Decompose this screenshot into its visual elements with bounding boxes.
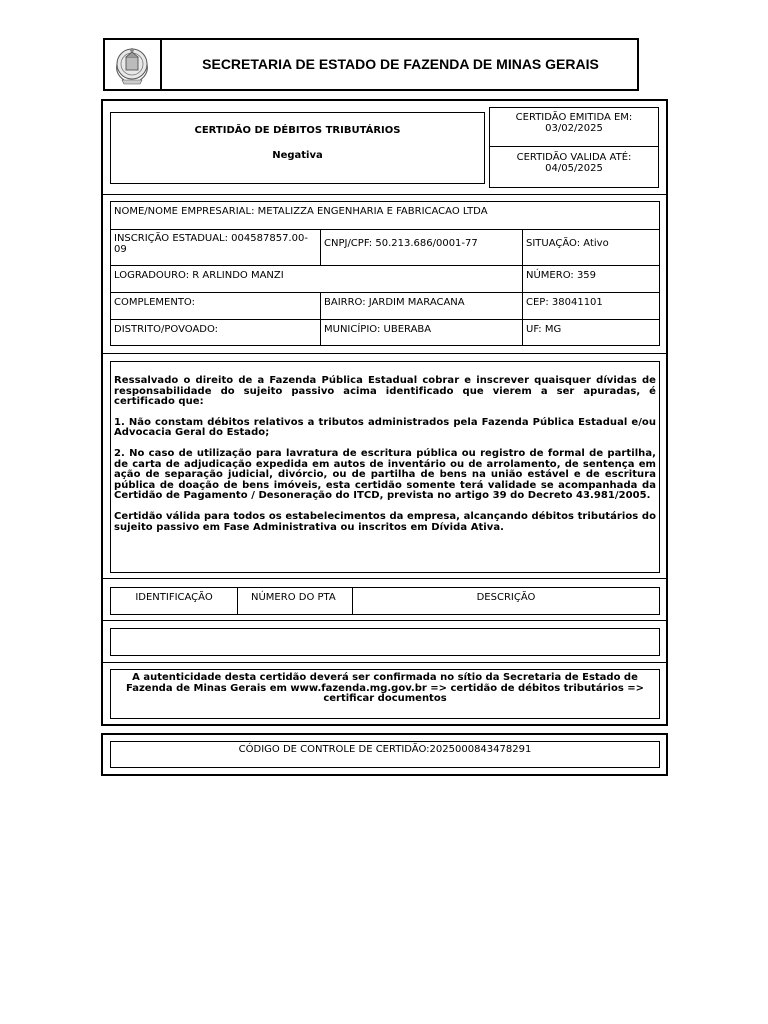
logo [112, 44, 152, 86]
authenticity-note: A autenticidade desta certidão deverá ser confirmada no sítio da Secretaria de Estado de Fazenda de Minas Gerais em www.fazenda.mg.gov.br => certidão de débitos tributários => certificar documentos [125, 672, 645, 705]
coat-of-arms-icon [112, 44, 152, 86]
control-code: CÓDIGO DE CONTROLE DE CERTIDÃO:2025000843478291 [238, 744, 532, 755]
situacao: SITUAÇÃO: Ativo [522, 229, 660, 266]
complemento: COMPLEMENTO: [110, 292, 321, 320]
pta-rows-box [110, 628, 660, 656]
cep: CEP: 38041101 [522, 292, 660, 320]
distrito: DISTRITO/POVOADO: [110, 319, 321, 346]
certificate-status: Negativa [272, 150, 323, 161]
municipio: MUNICÍPIO: UBERABA [320, 319, 523, 346]
numero: NÚMERO: 359 [522, 265, 660, 293]
certificate-title-box [110, 112, 485, 184]
pta-header-descricao: DESCRIÇÃO [352, 587, 660, 615]
certification-text-box [110, 361, 660, 573]
paragraph-validity: Certidão válida para todos os estabelecimentos da empresa, alcançando débitos tributários do sujeito passivo em Fase Administrativa ou inscritos em Dívida Ativa. [114, 510, 656, 533]
valid-label: CERTIDÃO VALIDA ATÉ: [516, 152, 632, 163]
pta-header-identificacao: IDENTIFICAÇÃO [110, 587, 238, 615]
section-separator [101, 662, 668, 663]
inscricao-estadual: INSCRIÇÃO ESTADUAL: 004587857.00- 09 [110, 229, 321, 266]
taxpayer-name: NOME/NOME EMPRESARIAL: METALIZZA ENGENHARIA E FABRICACAO LTDA [110, 201, 660, 230]
dates-divider [489, 146, 659, 147]
section-separator [101, 194, 668, 195]
paragraph-item-2: 2. No caso de utilização para lavratura de escritura pública ou registro de formal de partilha, de carta de adjudicação expedida em autos de inventário ou de arrolamento, de sentença em ação de separação judicial, divórcio, ou de partilha de bens na união estável e de escritura pública de doação de bens imóveis, esta certidão somente terá validade se acompanhada da Certidão de Pagamento / Desoneração do ITCD, prevista no artigo 39 do Decreto 43.981/2005. [114, 447, 656, 502]
paragraph-item-1: 1. Não constam débitos relativos a tributos administrados pela Fazenda Pública Estadual e/ou Advocacia Geral do Estado; [114, 416, 656, 439]
page-title: SECRETARIA DE ESTADO DE FAZENDA DE MINAS GERAIS [202, 56, 599, 72]
pta-header-numero: NÚMERO DO PTA [237, 587, 353, 615]
paragraph-intro: Ressalvado o direito de a Fazenda Pública Estadual cobrar e inscrever quaisquer dívidas de responsabilidade do sujeito passivo acima identificado que vierem a ser apuradas, é certificado que: [114, 375, 656, 408]
logradouro: LOGRADOURO: R ARLINDO MANZI [110, 265, 523, 293]
certificate-title: CERTIDÃO DE DÉBITOS TRIBUTÁRIOS [194, 125, 401, 136]
section-separator [101, 620, 668, 621]
valid-date: 04/05/2025 [545, 163, 603, 174]
section-separator [101, 578, 668, 579]
bairro: BAIRRO: JARDIM MARACANA [320, 292, 523, 320]
uf: UF: MG [522, 319, 660, 346]
cnpj-cpf: CNPJ/CPF: 50.213.686/0001-77 [320, 229, 523, 266]
section-separator [101, 353, 668, 354]
issued-date: 03/02/2025 [545, 123, 603, 134]
issued-label: CERTIDÃO EMITIDA EM: [515, 112, 633, 123]
